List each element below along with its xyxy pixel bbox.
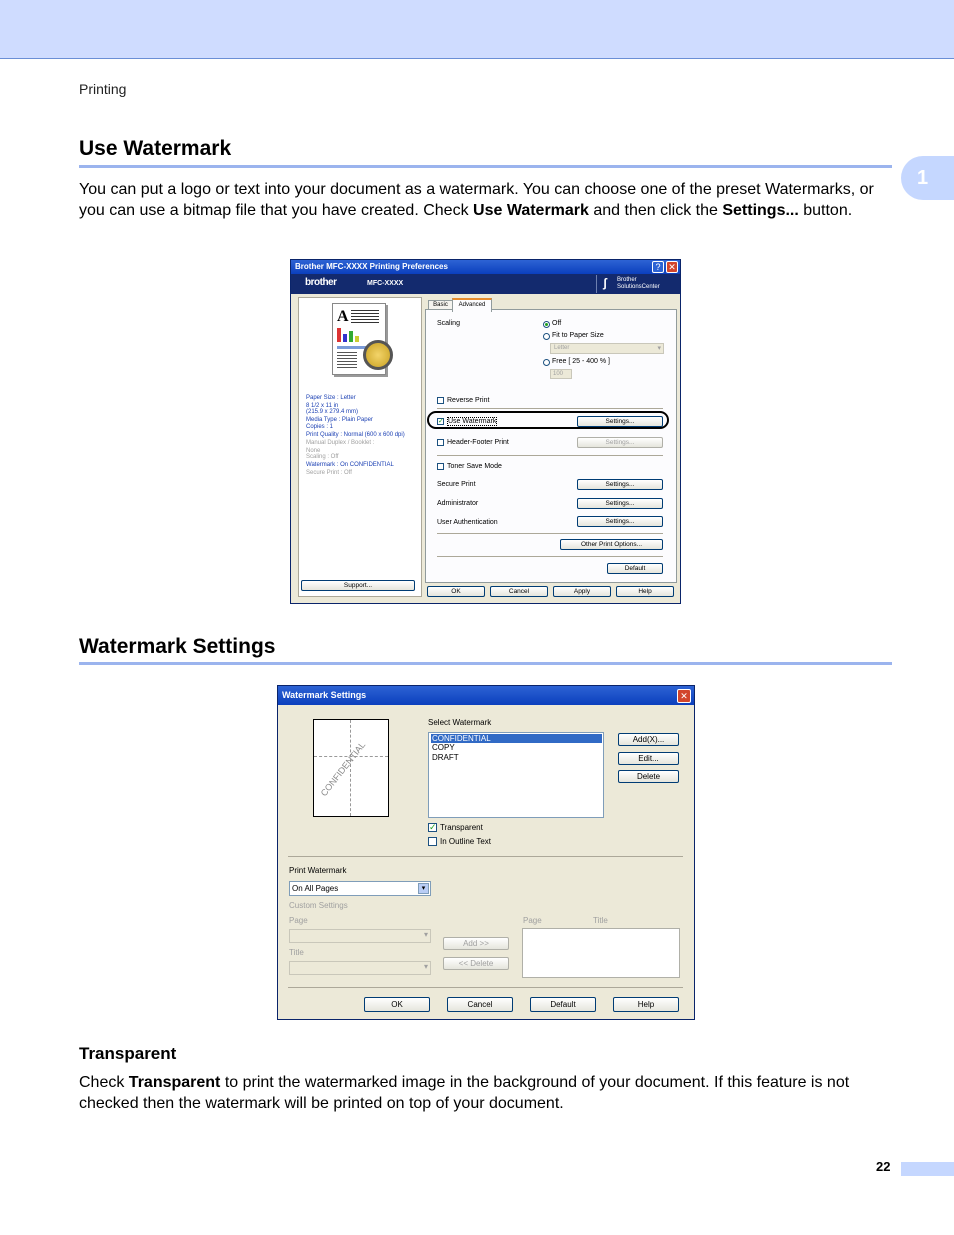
bold-term: Transparent (128, 1074, 221, 1091)
secure-print-label: Secure Print (437, 481, 476, 488)
add-watermark-button[interactable]: Add(X)... (618, 733, 679, 746)
chevron-down-icon: ▾ (657, 345, 661, 352)
solutions-label-2: SolutionsCenter (617, 284, 660, 290)
free-scaling-input (550, 369, 572, 379)
list-item[interactable]: DRAFT (432, 753, 459, 762)
free-scaling-label: Free [ 25 - 400 % ] (552, 358, 610, 365)
cancel-button[interactable]: Cancel (447, 997, 513, 1012)
secure-print-settings-button[interactable]: Settings... (577, 479, 663, 490)
free-scaling-radio[interactable] (543, 359, 550, 366)
summary-line: Scaling : Off (306, 454, 339, 460)
column-header-page: Page (523, 916, 542, 925)
delete-page-button: << Delete (443, 957, 509, 970)
header-band (0, 0, 954, 59)
section-rule (79, 662, 892, 665)
help-question-icon[interactable]: ? (652, 261, 664, 273)
summary-line: Secure Print : Off (306, 470, 352, 476)
separator (437, 556, 663, 557)
chevron-down-icon: ▾ (423, 930, 428, 939)
fit-to-paper-label: Fit to Paper Size (552, 332, 604, 339)
title-select (289, 961, 431, 975)
other-print-options-button[interactable]: Other Print Options... (560, 539, 663, 550)
chevron-down-icon[interactable]: ▾ (418, 883, 429, 894)
free-scaling-value: 100 (553, 371, 564, 377)
summary-line: Copies : 1 (306, 424, 334, 430)
bold-term: Use Watermark (473, 202, 589, 219)
transparent-checkbox[interactable]: ✓ (429, 822, 437, 832)
chapter-tab: 1 (901, 156, 954, 200)
scaling-off-label: Off (552, 320, 562, 327)
fit-to-paper-radio[interactable] (543, 333, 550, 340)
header-footer-settings-button: Settings... (577, 437, 663, 448)
watermark-settings-dialog (277, 685, 695, 1020)
summary-line: (215.9 x 279.4 mm) (306, 409, 359, 415)
support-button[interactable]: Support... (301, 580, 415, 591)
tab-basic[interactable]: Basic (428, 300, 453, 310)
help-button[interactable]: Help (613, 997, 679, 1012)
brand-logo: brother (305, 277, 337, 288)
model-name: MFC-XXXX (367, 280, 404, 287)
administrator-label: Administrator (437, 500, 479, 507)
default-button[interactable]: Default (607, 563, 663, 574)
select-watermark-label: Select Watermark (428, 718, 492, 727)
separator (288, 856, 683, 857)
close-icon[interactable]: ✕ (677, 689, 691, 703)
administrator-settings-button[interactable]: Settings... (577, 498, 663, 509)
add-page-button: Add >> (443, 937, 509, 950)
separator (437, 533, 663, 534)
page-select (289, 929, 431, 943)
summary-line: Manual Duplex / Booklet : (306, 440, 375, 446)
text-run: to print the watermarked image in the background of your document. If this feature is not checked then the watermark will be printed on top of your document. (79, 1074, 850, 1112)
list-item[interactable]: COPY (432, 743, 455, 752)
use-watermark-paragraph (79, 179, 894, 221)
chevron-down-icon: ▾ (423, 962, 428, 971)
solutions-swoosh-icon: ʃ (603, 276, 607, 290)
column-header-title: Title (593, 916, 608, 925)
dialog-title: Brother MFC-XXXX Printing Preferences (291, 260, 680, 274)
text-run: and then click the (588, 202, 723, 219)
summary-list (306, 394, 405, 478)
bold-term: Settings... (722, 202, 799, 219)
page-number: 22 (876, 1159, 891, 1174)
custom-settings-label: Custom Settings (289, 901, 348, 910)
edit-watermark-button[interactable]: Edit... (618, 752, 679, 765)
preview-watermark-text: CONFIDENTIAL (318, 739, 368, 799)
watermark-preview (313, 719, 389, 817)
solutions-label-1: Brother (617, 277, 637, 283)
ok-button[interactable]: OK (427, 586, 485, 597)
separator (288, 987, 683, 988)
delete-watermark-button[interactable]: Delete (618, 770, 679, 783)
reverse-print-checkbox[interactable] (437, 397, 444, 404)
separator (437, 455, 663, 456)
summary-line: None (306, 447, 321, 454)
paper-size-select (550, 343, 664, 354)
page-label: Page (289, 916, 308, 925)
transparent-paragraph (79, 1072, 894, 1114)
reverse-print-label: Reverse Print (447, 397, 490, 404)
separator (437, 408, 663, 409)
summary-line: Media Type : Plain Paper (306, 416, 373, 423)
page-number-tab (901, 1162, 954, 1176)
use-watermark-checkbox[interactable]: ✓ (438, 418, 444, 425)
watermark-settings-button[interactable]: Settings... (577, 416, 663, 427)
outline-text-checkbox[interactable] (428, 837, 437, 846)
default-button[interactable]: Default (530, 997, 596, 1012)
magnifier-icon (363, 340, 393, 370)
breadcrumb: Printing (79, 81, 127, 97)
use-watermark-label: Use Watermark (448, 418, 497, 425)
printing-preferences-dialog (290, 259, 681, 604)
summary-line: Print Quality : Normal (600 x 600 dpi) (306, 431, 405, 438)
subsection-title-transparent: Transparent (79, 1044, 177, 1063)
toner-save-label: Toner Save Mode (447, 463, 502, 470)
dialog-title: Watermark Settings (278, 686, 694, 705)
page-title-list (522, 928, 680, 978)
summary-line: 8 1/2 x 11 in (306, 402, 339, 409)
text-run: button. (798, 202, 853, 219)
text-run: Check (79, 1074, 129, 1091)
section-title-use-watermark: Use Watermark (79, 137, 232, 160)
tab-advanced[interactable]: Advanced (452, 298, 492, 312)
print-watermark-value: On All Pages (292, 884, 339, 893)
close-icon[interactable]: ✕ (666, 261, 678, 273)
cancel-button[interactable]: Cancel (490, 586, 548, 597)
print-watermark-label: Print Watermark (289, 866, 347, 875)
ok-button[interactable]: OK (364, 997, 430, 1012)
title-label: Title (289, 948, 304, 957)
summary-line: Paper Size : Letter (306, 395, 356, 401)
watermark-list[interactable] (428, 732, 604, 818)
header-footer-label: Header-Footer Print (447, 439, 509, 446)
user-auth-settings-button[interactable]: Settings... (577, 516, 663, 527)
scaling-label: Scaling (437, 320, 460, 327)
toner-save-checkbox[interactable] (437, 463, 444, 470)
section-title-watermark-settings: Watermark Settings (79, 635, 276, 658)
help-button[interactable]: Help (616, 586, 674, 597)
apply-button[interactable]: Apply (553, 586, 611, 597)
header-footer-checkbox[interactable] (437, 439, 444, 446)
text-run: You can put a logo or text into your document as a watermark. You can choose one of the preset Watermarks, or you can use a bitmap file that you have created. Check (79, 181, 874, 219)
solutions-center-link[interactable] (596, 275, 677, 293)
print-watermark-select[interactable] (289, 881, 431, 896)
list-item[interactable]: CONFIDENTIAL (431, 734, 602, 743)
user-auth-label: User Authentication (437, 519, 498, 526)
paper-size-value: Letter (554, 345, 570, 351)
summary-line: Watermark : On CONFIDENTIAL (306, 461, 394, 468)
scaling-off-radio[interactable] (543, 321, 550, 328)
outline-text-label: In Outline Text (440, 837, 491, 846)
section-rule (79, 165, 892, 168)
transparent-label: Transparent (440, 823, 483, 832)
page-preview-icon: A (332, 303, 386, 375)
